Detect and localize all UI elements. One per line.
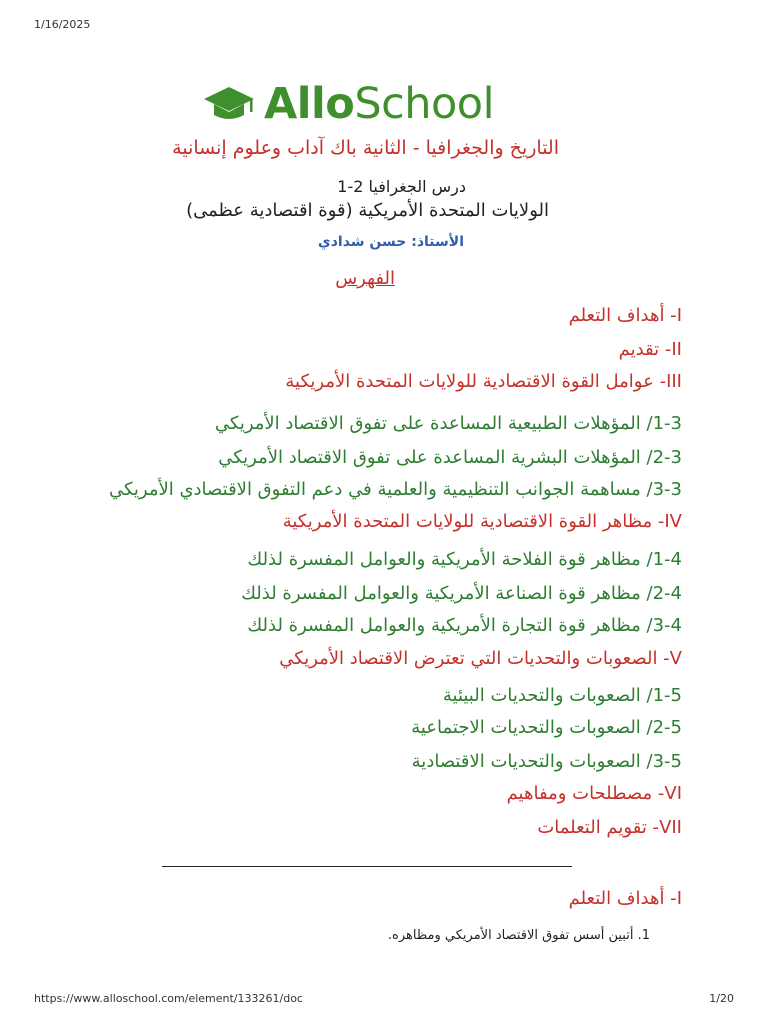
toc-item[interactable]: 1-5/ الصعوبات والتحديات البيئية bbox=[442, 685, 682, 706]
toc-item[interactable]: 3-4/ مظاهر قوة التجارة الأمريكية والعوامل المفسرة لذلك bbox=[247, 615, 682, 636]
footer-url: https://www.alloschool.com/element/133261/doc bbox=[34, 992, 303, 1005]
toc-item[interactable]: III- عوامل القوة الاقتصادية للولايات المتحدة الأمريكية bbox=[285, 371, 682, 392]
toc-item[interactable]: 1-4/ مظاهر قوة الفلاحة الأمريكية والعوامل المفسرة لذلك bbox=[247, 549, 682, 570]
toc-item[interactable]: I- أهداف التعلم bbox=[568, 305, 682, 326]
alloschool-logo[interactable] bbox=[202, 78, 494, 130]
list-item: 1. أتبين أسس تفوق الاقتصاد الأمريكي ومظاهره. bbox=[387, 928, 650, 943]
toc-item[interactable]: 2-4/ مظاهر قوة الصناعة الأمريكية والعوامل المفسرة لذلك bbox=[241, 583, 682, 604]
toc-item[interactable]: 2-5/ الصعوبات والتحديات الاجتماعية bbox=[411, 717, 682, 738]
logo-wordmark: AlloSchool bbox=[264, 78, 495, 129]
lesson-number: درس الجغرافيا 2-1 bbox=[337, 177, 466, 196]
toc-item[interactable]: VI- مصطلحات ومفاهيم bbox=[506, 783, 682, 804]
toc-item[interactable]: 1-3/ المؤهلات الطبيعية المساعدة على تفوق الاقتصاد الأمريكي bbox=[214, 413, 682, 434]
section-heading: I- أهداف التعلم bbox=[568, 888, 682, 909]
toc-item[interactable]: 3-3/ مساهمة الجوانب التنظيمية والعلمية في دعم التفوق الاقتصادي الأمريكي bbox=[108, 479, 682, 500]
toc-title: الفهرس bbox=[335, 268, 395, 289]
lesson-title: الولايات المتحدة الأمريكية (قوة اقتصادية عظمى) bbox=[186, 200, 549, 221]
toc-item[interactable]: II- تقديم bbox=[618, 339, 682, 360]
toc-item[interactable]: V- الصعوبات والتحديات التي تعترض الاقتصاد الأمريكي bbox=[279, 648, 682, 669]
graduation-cap-icon bbox=[202, 83, 256, 125]
teacher-name: الأستاذ: حسن شدادي bbox=[317, 234, 464, 250]
print-date: 1/16/2025 bbox=[34, 18, 91, 31]
divider bbox=[162, 866, 572, 867]
toc-item[interactable]: VII- تقويم التعلمات bbox=[537, 817, 682, 838]
toc-item[interactable]: IV- مظاهر القوة الاقتصادية للولايات المتحدة الأمريكية bbox=[282, 511, 682, 532]
page-number: 1/20 bbox=[709, 992, 734, 1005]
toc-item[interactable]: 3-5/ الصعوبات والتحديات الاقتصادية bbox=[411, 751, 682, 772]
toc-item[interactable]: 2-3/ المؤهلات البشرية المساعدة على تفوق الاقتصاد الأمريكي bbox=[218, 447, 682, 468]
subject-title: التاريخ والجغرافيا - الثانية باك آداب وعلوم إنسانية bbox=[172, 137, 559, 159]
